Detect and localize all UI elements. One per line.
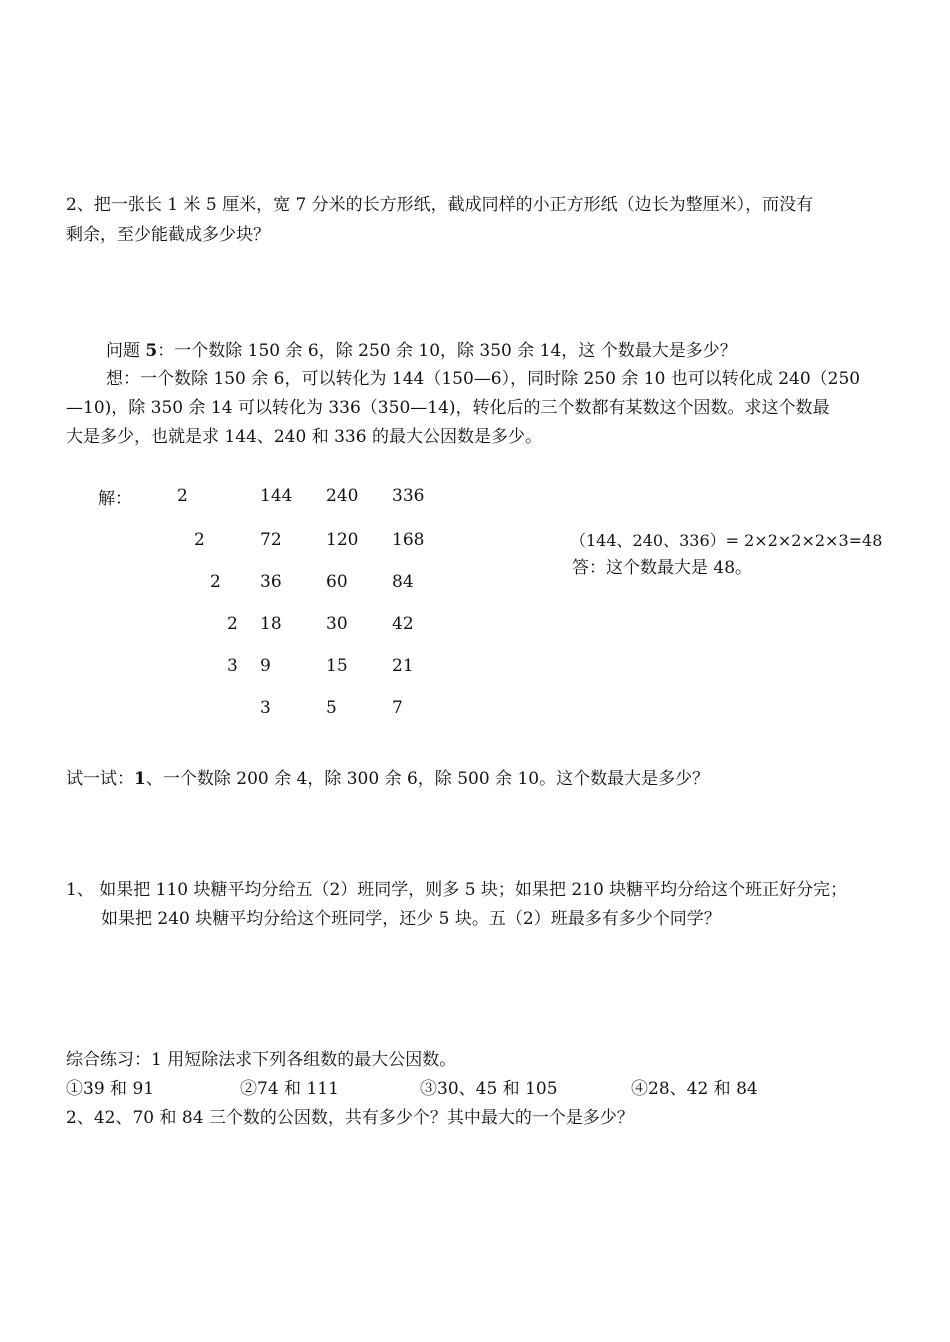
question-2-line-1: 2、把一张长 1 米 5 厘米，宽 7 分米的长方形纸，截成同样的小正方形纸（边长为整厘米），而没有 xyxy=(66,195,814,215)
try-it-prefix: 试一试： xyxy=(66,769,134,789)
problem-5-think-line-2: —10)，除 350 余 14 可以转化为 336（350—14)，转化后的三个数都有某数这个因数。求这个数最 xyxy=(66,398,830,418)
quotient-a: 9 xyxy=(260,656,271,676)
dividend-b: 240 xyxy=(326,486,359,506)
quotient-b: 60 xyxy=(326,572,348,592)
question-candy-line-2: 如果把 240 块糖平均分给这个班同学，还少 5 块。五（2）班最多有多少个同学？ xyxy=(101,909,721,929)
gcd-result: （144、240、336）= 2×2×2×2×3=48 xyxy=(570,531,883,550)
answer: 答：这个数最大是 48。 xyxy=(572,558,753,578)
quotient-c: 168 xyxy=(392,530,425,550)
quotient-c: 21 xyxy=(392,656,414,676)
quotient-a: 72 xyxy=(260,530,282,550)
quotient-c: 42 xyxy=(392,614,414,634)
problem-5-label: 问题 xyxy=(106,341,146,361)
try-it xyxy=(66,764,709,789)
practice-item-3: ③30、45 和 105 xyxy=(420,1079,558,1099)
problem-5-number: 5 xyxy=(145,341,158,361)
problem-5-question xyxy=(106,336,737,361)
dividend-c: 336 xyxy=(392,486,425,506)
practice-item-1: ①39 和 91 xyxy=(66,1079,155,1099)
quotient-a: 18 xyxy=(260,614,282,634)
divisor: 2 xyxy=(194,530,205,550)
problem-5-text: ：一个数除 150 余 6，除 250 余 10，除 350 余 14，这 个数最大是多少？ xyxy=(157,341,737,361)
practice-heading: 综合练习：1 用短除法求下列各组数的最大公因数。 xyxy=(66,1050,457,1070)
practice-question-2: 2、42、70 和 84 三个数的公因数，共有多少个？其中最大的一个是多少？ xyxy=(66,1108,634,1128)
practice-item-2: ②74 和 111 xyxy=(240,1079,339,1099)
try-it-number: 1 xyxy=(134,769,146,789)
practice-item-4: ④28、42 和 84 xyxy=(631,1079,758,1099)
dividend-a: 144 xyxy=(260,486,293,506)
result-b: 5 xyxy=(326,698,337,718)
quotient-c: 84 xyxy=(392,572,414,592)
question-2-line-2: 剩余，至少能截成多少块？ xyxy=(66,225,270,245)
quotient-b: 30 xyxy=(326,614,348,634)
try-it-text: 、一个数除 200 余 4，除 300 余 6，除 500 余 10。这个数最大是多少？ xyxy=(145,769,710,789)
quotient-a: 36 xyxy=(260,572,282,592)
problem-5-think-line-3: 大是多少，也就是求 144、240 和 336 的最大公因数是多少。 xyxy=(66,427,542,447)
question-candy-line-1: 1、 如果把 110 块糖平均分给五（2）班同学，则多 5 块；如果把 210 块糖平均分给这个班正好分完； xyxy=(66,880,848,900)
divisor: 2 xyxy=(210,572,221,592)
quotient-b: 120 xyxy=(326,530,359,550)
divisor: 2 xyxy=(227,614,238,634)
result-a: 3 xyxy=(260,698,271,718)
quotient-b: 15 xyxy=(326,656,348,676)
problem-5-think-line-1: 想：一个数除 150 余 6，可以转化为 144（150—6），同时除 250 余 10 也可以转化成 240（250 xyxy=(106,369,861,389)
solution-label: 解： xyxy=(98,489,132,509)
divisor: 3 xyxy=(227,656,238,676)
divisor: 2 xyxy=(177,486,188,506)
result-c: 7 xyxy=(392,698,403,718)
